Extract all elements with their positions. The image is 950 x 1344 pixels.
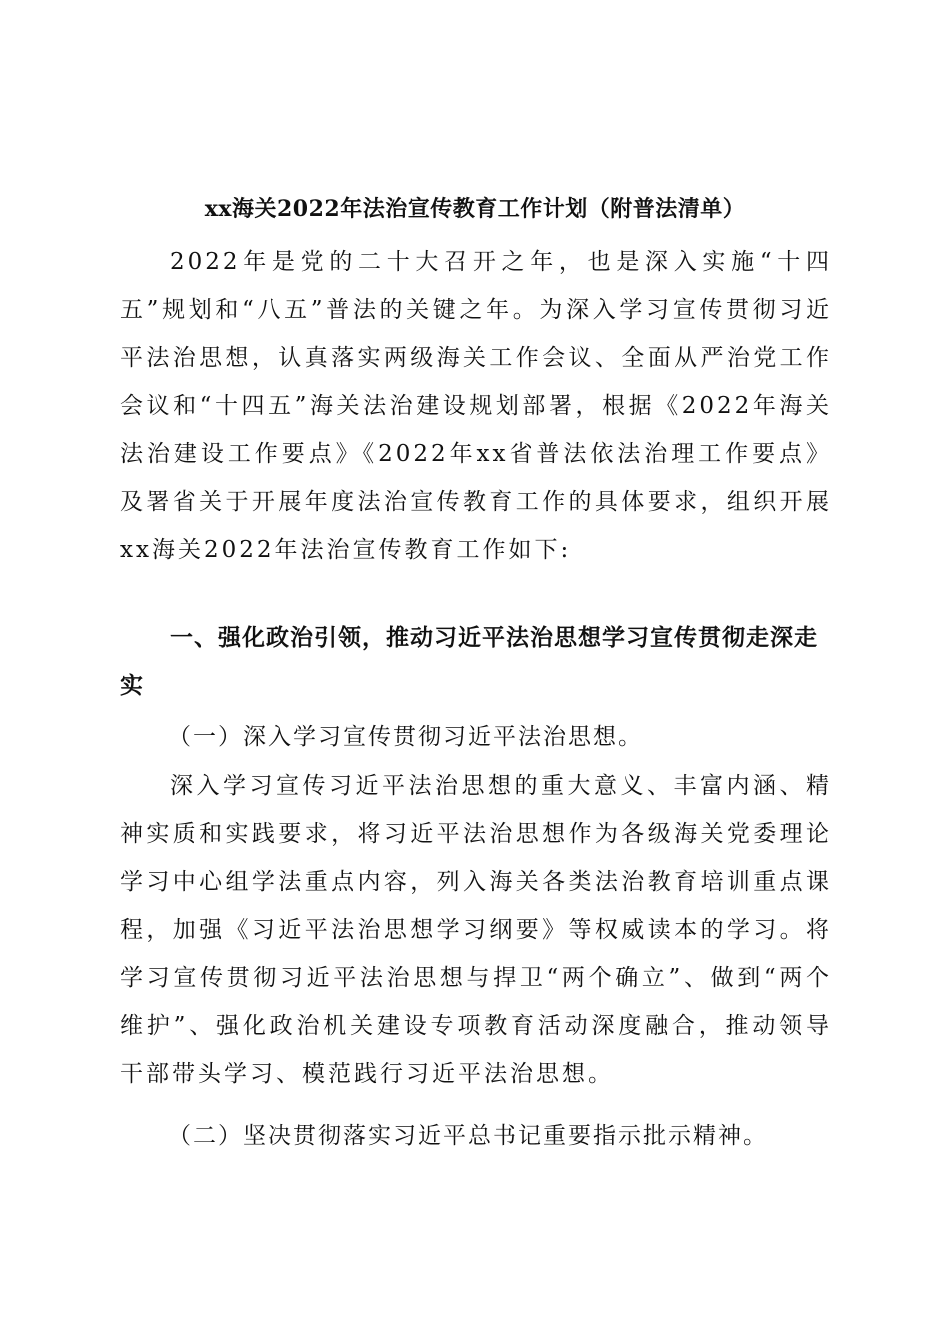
subsection-2-heading: （二）坚决贯彻落实习近平总书记重要指示批示精神。 — [168, 1123, 768, 1149]
subsection-1-paragraph: 深入学习宣传习近平法治思想的重大意义、丰富内涵、精神实质和实践要求，将习近平法治思想作为各级海关党委理论学习中心组学法重点内容，列入海关各类法治教育培训重点课程，加强《习近平法治思想学习纲要》等权威读本的学习。将学习宣传贯彻习近平法治思想与捍卫“两个确立”、做到“两个维护”、强化政治机关建设专项教育活动深度融合，推动领导干部带头学习、模范践行习近平法治思想。 — [120, 773, 832, 1087]
section-1-heading: 一、强化政治引领，推动习近平法治思想学习宣传贯彻走深走实 — [120, 625, 818, 699]
intro-paragraph: 2022年是党的二十大召开之年，也是深入实施“十四五”规划和“八五”普法的关键之年。为深入学习宣传贯彻习近平法治思想，认真落实两级海关工作会议、全面从严治党工作会议和“十四五”海关法治建设规划部署，根据《2022年海关法治建设工作要点》《2022年xx省普法依法治理工作要点》及署省关于开展年度法治宣传教育工作的具体要求，组织开展xx海关2022年法治宣传教育工作如下: — [120, 249, 832, 563]
subsection-1-heading: （一）深入学习宣传贯彻习近平法治思想。 — [168, 724, 643, 750]
document-title: xx海关2022年法治宣传教育工作计划（附普法清单） — [204, 196, 746, 222]
